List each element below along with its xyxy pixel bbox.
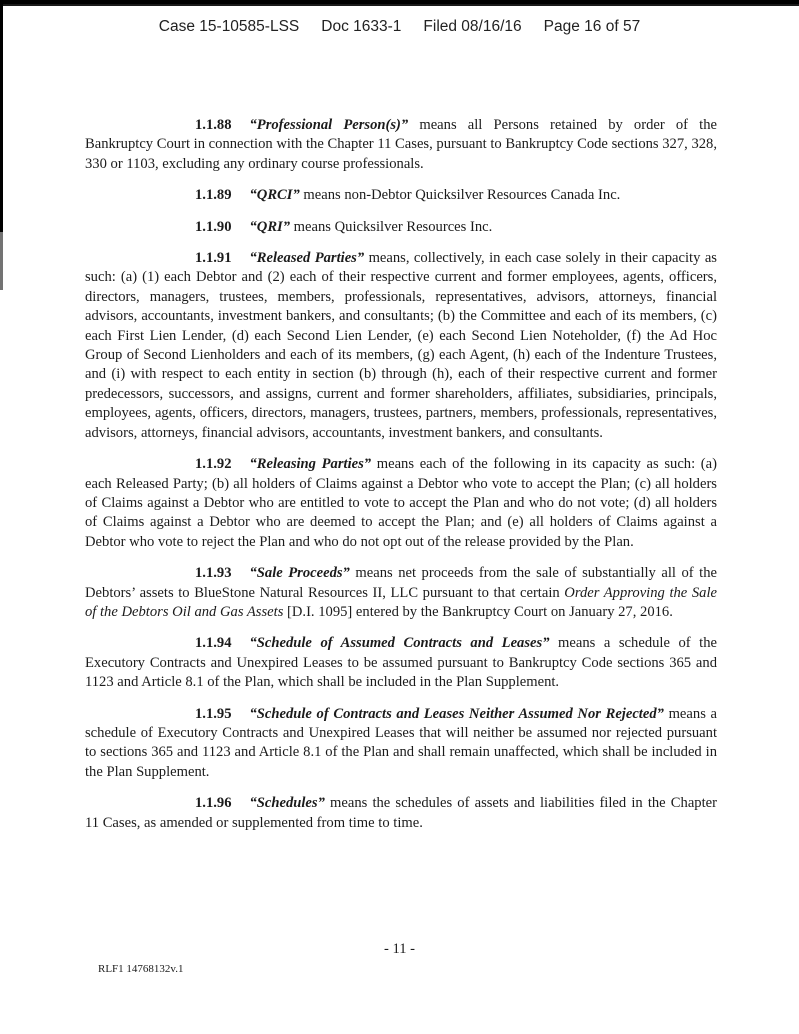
court-stamp-header	[0, 18, 799, 36]
defined-term: “QRI”	[249, 218, 291, 235]
definition-paragraph-1.1.95	[85, 705, 717, 783]
definition-paragraph-1.1.89	[85, 186, 717, 205]
page-count: Page 16 of 57	[543, 18, 641, 35]
body-text: means net proceeds from the sale of substantially all of the Debtors’ assets to BlueStone Natural Resources II, LLC pursuant to that certain	[85, 565, 717, 601]
definition-paragraph-1.1.91	[85, 249, 717, 443]
footer-page-number: - 11 -	[383, 941, 416, 957]
body-text: Order Approving the Sale of the Debtors Oil and Gas Assets	[85, 584, 717, 620]
scan-artifact-top-bar	[0, 0, 799, 6]
footer-document-id: RLF1 14768132v.1	[98, 963, 184, 975]
section-number: 1.1.89	[195, 187, 232, 204]
body-text: means the schedules of assets and liabilities filed in the Chapter 11 Cases, as amended or supplemented from time to time.	[85, 795, 717, 831]
body-text: means Quicksilver Resources Inc.	[290, 218, 493, 235]
definition-paragraph-1.1.88	[85, 116, 717, 174]
section-number: 1.1.93	[195, 565, 232, 582]
defined-term: “Schedule of Assumed Contracts and Leases”	[249, 635, 550, 652]
section-number: 1.1.95	[195, 705, 232, 722]
body-text: [D.I. 1095] entered by the Bankruptcy Court on January 27, 2016.	[283, 603, 673, 620]
section-number: 1.1.88	[195, 117, 232, 133]
docket-number: Doc 1633-1	[321, 18, 402, 35]
body-text: means, collectively, in each case solely in their capacity as such: (a) (1) each Debtor and (2) each of their respective current and former employees, agents, officers, directors, managers, trustees, members, professionals, representatives, advisors, attorneys, financial advisors, accountants, investment bankers, and consultants; (b) the Committee and each of its members, (c) each First Lien Lender, (d) each Second Lien Lender, (e) each Second Lien Noteholder, (f) the Ad Hoc Group of Second Lienholders and each of its members, (g) each Agent, (h) each of the Indenture Trustees, and (i) with respect to each entity in section (b) through (h), each of their respective current and former predecessors, successors, and assigns, current and former shareholders, affiliates, subsidiaries, principals, employees, agents, officers, directors, managers, trustees, partners, members, professionals, representatives, advisors, attorneys, financial advisors, accountants, investment bankers, and consultants.	[85, 250, 717, 441]
defined-term: “Sale Proceeds”	[249, 565, 350, 582]
definition-paragraph-1.1.93	[85, 564, 717, 622]
body-text: means each of the following in its capacity as such: (a) each Released Party; (b) all holders of Claims against a Debtor who vote to accept the Plan; (c) all holders of Claims against a Debtor who are entitled to vote to accept the Plan and who do not vote; (d) all holders of Claims against a Debtor who are deemed to accept the Plan; and (e) all holders of Claims against a Debtor who vote to reject the Plan and who do not opt out of the release provided by the Plan.	[85, 456, 718, 550]
section-number: 1.1.91	[195, 250, 232, 267]
defined-term: “Releasing Parties”	[249, 456, 372, 473]
definition-paragraph-1.1.94	[85, 634, 717, 692]
section-number: 1.1.92	[195, 456, 232, 473]
defined-term: “Schedules”	[249, 795, 325, 812]
filed-date: Filed 08/16/16	[423, 18, 522, 35]
defined-term: “Schedule of Contracts and Leases Neither Assumed Nor Rejected”	[249, 705, 664, 722]
body-text: means a schedule of the Executory Contracts and Unexpired Leases to be assumed pursuant to Bankruptcy Code sections 365 and 1123 and Article 8.1 of the Plan, which shall be included in the Plan Supplement.	[85, 635, 718, 691]
section-number: 1.1.94	[195, 635, 232, 652]
document-body	[85, 116, 717, 845]
section-number: 1.1.96	[195, 795, 232, 812]
definition-paragraph-1.1.96	[85, 794, 717, 833]
body-text: means all Persons retained by order of the Bankruptcy Court in connection with the Chapter 11 Cases, pursuant to Bankruptcy Code sections 327, 328, 330 or 1103, excluding any ordinary course professionals.	[85, 117, 718, 172]
defined-term: “QRCI”	[249, 187, 300, 204]
defined-term: “Released Parties”	[249, 250, 365, 267]
defined-term: “Professional Person(s)”	[249, 117, 409, 133]
definition-paragraph-1.1.90	[85, 218, 717, 237]
case-number: Case 15-10585-LSS	[158, 18, 300, 35]
section-number: 1.1.90	[195, 218, 232, 235]
body-text: means non-Debtor Quicksilver Resources Canada Inc.	[299, 187, 621, 204]
definition-paragraph-1.1.92	[85, 455, 717, 552]
body-text: means a schedule of Executory Contracts and Unexpired Leases that will neither be assumed nor rejected pursuant to sections 365 and 1123 and Article 8.1 of the Plan and shall remain unaffected, which shall be included in the Plan Supplement.	[85, 705, 717, 780]
scan-artifact-left-line	[0, 0, 3, 290]
